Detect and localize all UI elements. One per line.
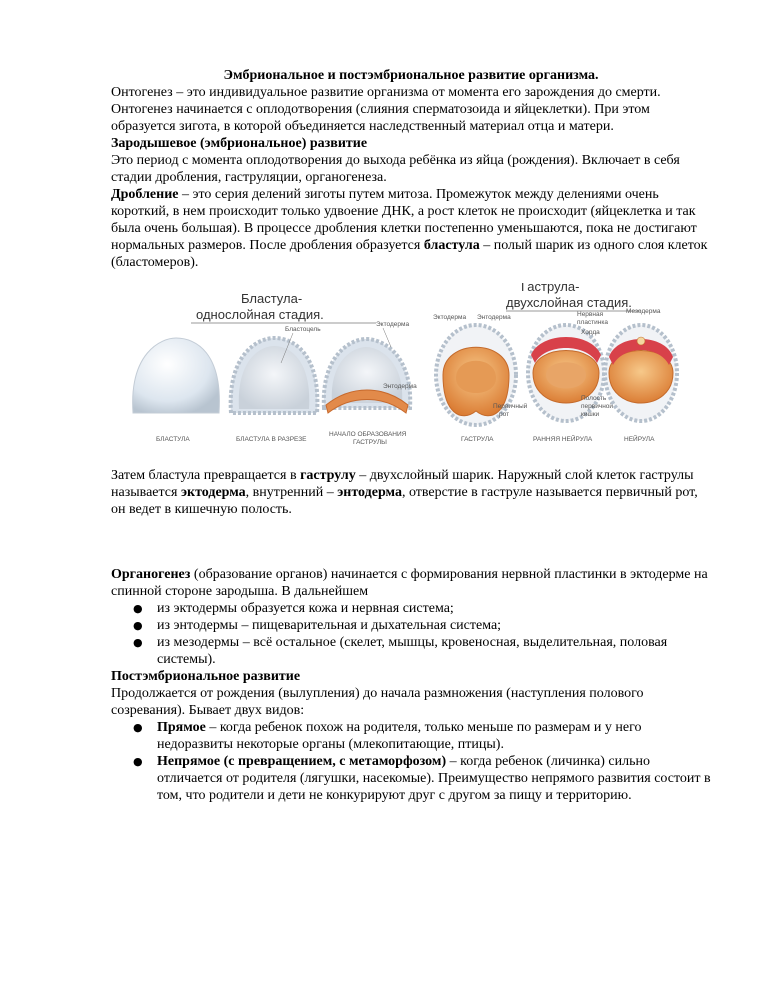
term-gastrula: гаструлу	[300, 468, 356, 483]
bullet-icon: ●	[133, 619, 143, 632]
caption-blastula: БЛАСТУЛА	[156, 436, 190, 443]
gastrula-paragraph: Затем бластула превращается в гаструлу – двухслойный шарик. Наружный слой клеток гаструлы называется эктодерма, внутренний – энтодерма, отверстие в гаструле называется первичный рот, он ведет в кишечную полость.	[111, 468, 698, 517]
gastrula-illustration	[433, 314, 528, 425]
bullet-icon: ●	[133, 721, 143, 734]
document-page	[111, 67, 711, 804]
list-item: ● из энтодермы – пищеварительная и дыхательная система;	[133, 618, 502, 633]
early-neurula-illustration	[528, 311, 613, 421]
term-ectoderm: эктодерма	[180, 485, 246, 500]
svg-text:первичной: первичной	[581, 403, 614, 410]
embryo-paragraph: Это период с момента оплодотворения до выхода ребёнка из яйца (рождения). Включает в себя стадии дробления, гаструляции, органогенеза.	[111, 153, 680, 185]
left-figure-title-1: Бластула-	[241, 291, 303, 306]
bullet-icon: ●	[133, 602, 143, 615]
right-figure-title-2: двухслойная стадия.	[506, 295, 632, 310]
embryo-stages-illustration	[121, 283, 681, 453]
spacer	[111, 518, 711, 566]
embryo-stages-figure	[121, 283, 681, 453]
postembryo-heading: Постэмбриональное развитие	[111, 669, 301, 684]
svg-text:Нервная: Нервная	[577, 311, 604, 318]
caption-blastula-section: БЛАСТУЛА В РАЗРЕЗЕ	[236, 436, 307, 443]
svg-text:Эктодерма: Эктодерма	[433, 314, 467, 321]
list-item: ● Прямое – когда ребенок похож на родителя, только меньше по размерам и у него недоразвиты некоторые органы (млекопитающие, птицы).	[133, 720, 642, 752]
list-item: ● из мезодермы – всё остальное (скелет, мышцы, кровеносная, выделительная, половая системы).	[133, 635, 668, 667]
term-cleavage: Дробление	[111, 187, 179, 202]
bullet-icon: ●	[133, 755, 143, 768]
svg-text:Первичный: Первичный	[493, 403, 528, 410]
blastula-illustration	[133, 338, 220, 413]
postembryo-paragraph: Продолжается от рождения (вылупления) до начала размножения (наступления полового созревания). Бывает двух видов:	[111, 686, 644, 718]
svg-text:кишки: кишки	[581, 411, 600, 418]
svg-text:Полость: Полость	[581, 395, 607, 402]
early-gastrula-illustration	[324, 321, 417, 413]
bullet-icon: ●	[133, 636, 143, 649]
caption-early-neurula: РАННЯЯ НЕЙРУЛА	[533, 436, 593, 443]
term-indirect: Непрямое (с превращением, с метаморфозом)	[157, 754, 447, 769]
term-organogenesis: Органогенез	[111, 567, 191, 582]
caption-gastrulation-1: НАЧАЛО ОБРАЗОВАНИЯ	[329, 431, 407, 438]
list-item: ● из эктодермы образуется кожа и нервная система;	[133, 601, 454, 616]
caption-gastrula: ГАСТРУЛА	[461, 436, 494, 443]
intro-paragraph: Онтогенез – это индивидуальное развитие организма от момента его зарождения до смерти. Онтогенез начинается с оплодотворения (слияния сперматозоида и яйцеклетки). При этом образуется зигота, в которой объединяется наследственный материал отца и матери.	[111, 85, 661, 134]
term-blastula: бластула	[423, 238, 480, 253]
svg-text:Бластоцель: Бластоцель	[285, 326, 321, 333]
svg-text:Мезодерма: Мезодерма	[626, 308, 661, 315]
list-item: ● Непрямое (с превращением, с метаморфозом) – когда ребенок (личинка) сильно отличается от родителя (лягушки, насекомые). Преимущество непрямого развития состоит в том, что родители и дети не конкурируют друг с другом за пищу и территорию.	[133, 754, 711, 803]
document-title: Эмбриональное и постэмбриональное развитие организма.	[223, 68, 599, 83]
caption-gastrulation-2: ГАСТРУЛЫ	[353, 439, 387, 446]
cleavage-paragraph: Дробление – это серия делений зиготы путем митоза. Промежуток между делениями очень короткий, в нем происходит только удвоение ДНК, а рост клеток не происходит (яйцеклетка и так была очень большая). В процессе дробления клетки постепенно уменьшаются, пока не достигают нормальных размеров. После дробления образуется бластула – полый шарик из одного слоя клеток (бластомеров).	[111, 187, 708, 270]
development-types-list	[111, 719, 711, 804]
svg-text:Эктодерма: Эктодерма	[376, 321, 410, 328]
svg-text:Энтодерма: Энтодерма	[477, 314, 511, 321]
blastula-section-illustration	[231, 326, 322, 413]
svg-text:рот: рот	[499, 411, 510, 418]
organogenesis-paragraph: Органогенез (образование органов) начинается с формирования нервной пластинки в эктодерме на спинной стороне зародыша. В дальнейшем	[111, 567, 708, 599]
right-figure-title-1: Гаструла-	[521, 283, 580, 294]
svg-text:пластинка: пластинка	[577, 319, 608, 326]
caption-neurula: НЕЙРУЛА	[624, 436, 655, 443]
term-entoderm: энтодерма	[337, 485, 402, 500]
svg-text:Энтодерма: Энтодерма	[383, 383, 417, 390]
svg-text:Хорда: Хорда	[581, 329, 600, 336]
neurula-illustration	[605, 308, 677, 421]
embryo-heading: Зародышевое (эмбриональное) развитие	[111, 136, 368, 151]
left-figure-title-2: однослойная стадия.	[196, 307, 324, 322]
germ-layer-list	[111, 600, 711, 668]
term-direct: Прямое	[157, 720, 206, 735]
